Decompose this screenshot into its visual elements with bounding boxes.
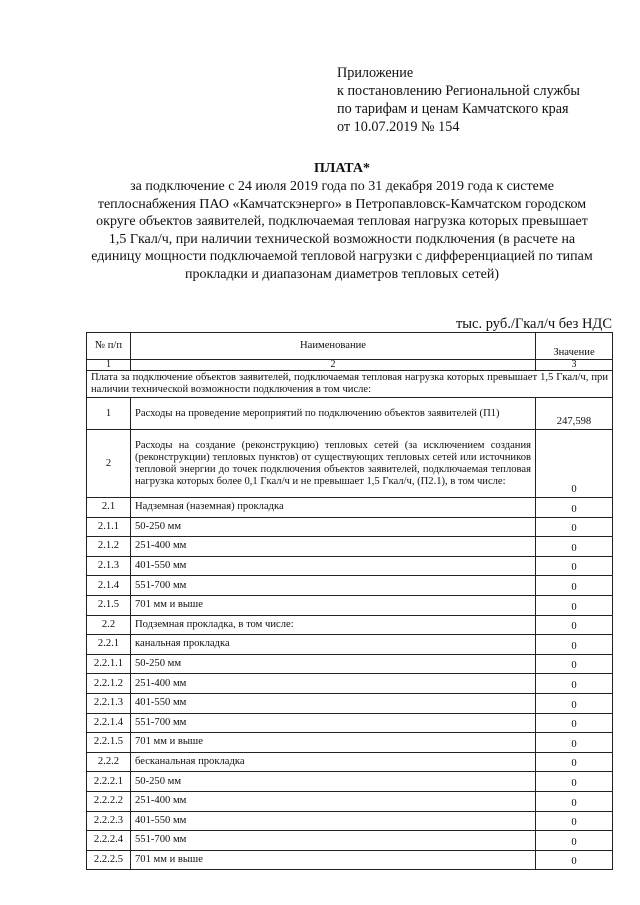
- table-row: [87, 713, 613, 733]
- row-name: канальная прокладка: [131, 635, 536, 655]
- row-name: Подземная прокладка, в том числе:: [131, 615, 536, 635]
- table-row: [87, 430, 613, 498]
- table-row: [87, 654, 613, 674]
- row-name: Надземная (наземная) прокладка: [131, 498, 536, 518]
- row-number: 2.2.1.4: [87, 713, 131, 733]
- table-row: [87, 517, 613, 537]
- row-name: 551-700 мм: [131, 713, 536, 733]
- row-name: 251-400 мм: [131, 674, 536, 694]
- row-name: 50-250 мм: [131, 772, 536, 792]
- row-name: 701 мм и выше: [131, 595, 536, 615]
- row-name: 401-550 мм: [131, 811, 536, 831]
- table-row: [87, 398, 613, 430]
- row-value: 0: [536, 791, 613, 811]
- column-number-row: [87, 360, 613, 371]
- row-value: 0: [536, 498, 613, 518]
- column-number: 3: [536, 360, 613, 371]
- row-value: 0: [536, 537, 613, 557]
- row-number: 2.1.4: [87, 576, 131, 596]
- row-number: 2.2.2.4: [87, 831, 131, 851]
- row-value: 0: [536, 595, 613, 615]
- row-value: 0: [536, 430, 613, 498]
- header-name: Наименование: [131, 333, 536, 360]
- row-number: 2.1: [87, 498, 131, 518]
- appendix-block: [337, 64, 617, 136]
- table-row: [87, 576, 613, 596]
- row-number: 2.2.1.5: [87, 733, 131, 753]
- table-row: [87, 850, 613, 870]
- row-number: 2.2: [87, 615, 131, 635]
- table-row: [87, 811, 613, 831]
- row-value: 0: [536, 576, 613, 596]
- row-number: 2.1.1: [87, 517, 131, 537]
- table-row: [87, 537, 613, 557]
- row-name: 401-550 мм: [131, 693, 536, 713]
- table-row: [87, 595, 613, 615]
- document-title: [86, 160, 598, 283]
- row-number: 2: [87, 430, 131, 498]
- row-name: 701 мм и выше: [131, 733, 536, 753]
- table-row: [87, 831, 613, 851]
- row-value: 0: [536, 654, 613, 674]
- row-name: 701 мм и выше: [131, 850, 536, 870]
- table-row: [87, 615, 613, 635]
- table-row: [87, 791, 613, 811]
- title-text: за подключение с 24 июля 2019 года по 31 декабря 2019 года к системе теплоснабжения ПАО «Камчатскэнерго» в Петропавловск-Камчатском городском округе объектов заявителей, подключаемая тепловая нагрузка которых превышает 1,5 Гкал/ч, при наличии технической возможности подключения (в расчете на единицу мощности подключаемой тепловой нагрузки с дифференциацией по типам прокладки и диапазонам диаметров тепловых сетей): [91, 179, 593, 282]
- row-name: бесканальная прокладка: [131, 752, 536, 772]
- units-label: тыс. руб./Гкал/ч без НДС: [455, 316, 612, 332]
- row-number: 2.2.1.1: [87, 654, 131, 674]
- appendix-line: от 10.07.2019 № 154: [337, 119, 460, 135]
- row-value: 0: [536, 772, 613, 792]
- table-row: [87, 498, 613, 518]
- row-name: 551-700 мм: [131, 576, 536, 596]
- row-number: 1: [87, 398, 131, 430]
- header-num: № п/п: [87, 333, 131, 360]
- row-name: Расходы на проведение мероприятий по подключению объектов заявителей (П1): [131, 398, 536, 430]
- table-row: [87, 752, 613, 772]
- section-title: Плата за подключение объектов заявителей, подключаемая тепловая нагрузка которых превышает 1,5 Гкал/ч, при наличии технической возможности подключения в том числе:: [87, 371, 613, 398]
- row-number: 2.1.3: [87, 556, 131, 576]
- row-number: 2.2.2.5: [87, 850, 131, 870]
- row-name: 401-550 мм: [131, 556, 536, 576]
- row-number: 2.2.2.2: [87, 791, 131, 811]
- section-row: [87, 371, 613, 398]
- row-number: 2.2.2.1: [87, 772, 131, 792]
- tariff-table: [86, 332, 613, 870]
- table-row: [87, 693, 613, 713]
- table-row: [87, 635, 613, 655]
- row-value: 0: [536, 850, 613, 870]
- row-value: 0: [536, 615, 613, 635]
- row-name: 251-400 мм: [131, 791, 536, 811]
- row-number: 2.2.1.2: [87, 674, 131, 694]
- row-value: 0: [536, 733, 613, 753]
- row-name: 50-250 мм: [131, 654, 536, 674]
- table-row: [87, 733, 613, 753]
- header-row: [87, 333, 613, 360]
- table-row: [87, 674, 613, 694]
- row-value: 0: [536, 556, 613, 576]
- row-number: 2.2.1.3: [87, 693, 131, 713]
- row-value: 0: [536, 752, 613, 772]
- row-name: Расходы на создание (реконструкцию) тепловых сетей (за исключением создания (реконструкции) тепловых пунктов) от существующих тепловых сетей или источников тепловой энергии до точек подключения объектов заявителей, подключаемая тепловая нагрузка которых более 0,1 Гкал/ч и не превышает 1,5 Гкал/ч, (П2.1), в том числе:: [131, 430, 536, 498]
- row-value: 0: [536, 811, 613, 831]
- row-number: 2.1.5: [87, 595, 131, 615]
- appendix-line: по тарифам и ценам Камчатского края: [337, 101, 569, 117]
- row-value: 0: [536, 517, 613, 537]
- column-number: 2: [131, 360, 536, 371]
- row-value: 0: [536, 831, 613, 851]
- column-number: 1: [87, 360, 131, 371]
- row-value: 0: [536, 693, 613, 713]
- row-number: 2.2.2: [87, 752, 131, 772]
- row-value: 247,598: [536, 398, 613, 430]
- appendix-line: к постановлению Региональной службы: [337, 83, 580, 99]
- row-number: 2.2.2.3: [87, 811, 131, 831]
- row-value: 0: [536, 635, 613, 655]
- title-heading: ПЛАТА*: [314, 161, 370, 176]
- row-value: 0: [536, 674, 613, 694]
- row-name: 50-250 мм: [131, 517, 536, 537]
- row-name: 251-400 мм: [131, 537, 536, 557]
- header-value: Значение: [536, 333, 613, 360]
- row-value: 0: [536, 713, 613, 733]
- table-row: [87, 556, 613, 576]
- row-number: 2.2.1: [87, 635, 131, 655]
- appendix-line: Приложение: [337, 65, 414, 81]
- table-row: [87, 772, 613, 792]
- row-name: 551-700 мм: [131, 831, 536, 851]
- row-number: 2.1.2: [87, 537, 131, 557]
